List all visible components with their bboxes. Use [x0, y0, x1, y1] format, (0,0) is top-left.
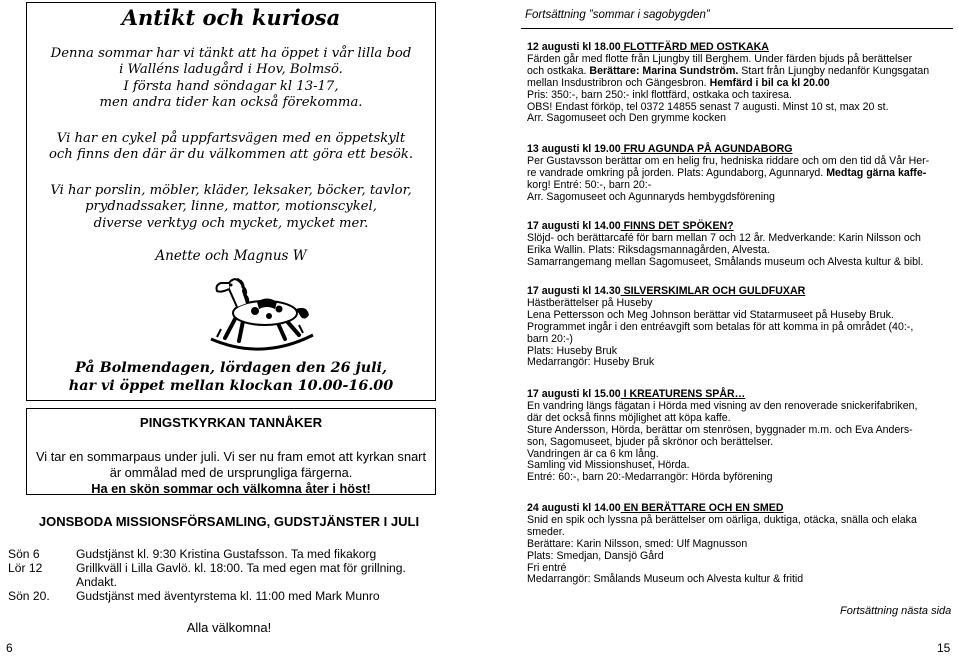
event-heading: 12 augusti kl 18.00 FLOTTFÄRD MED OSTKAKA: [527, 41, 769, 53]
schedule-text: Gudstjänst med äventyrstema kl. 11:00 med Mark Munro: [76, 589, 380, 603]
schedule-day: Sön 6: [8, 547, 40, 561]
pingstkyrkan-text-1: Vi tar en sommarpaus under juli. Vi ser nu fram emot att kyrkan snart: [36, 449, 426, 464]
pingstkyrkan-closing: Ha en skön sommar och välkomna åter i höst!: [91, 481, 371, 496]
rocking-horse-icon: [207, 273, 317, 355]
schedule-day: Lör 12: [8, 561, 43, 575]
pingstkyrkan-title: PINGSTKYRKAN TANNÅKER: [139, 415, 323, 430]
pingstkyrkan-box: [26, 408, 436, 495]
ad-title: Antikt och kuriosa: [121, 5, 341, 30]
schedule-text: Andakt.: [76, 575, 118, 589]
jonsboda-closing: Alla välkomna!: [186, 620, 272, 635]
ad-paragraph-1: Denna sommar har vi tänkt att ha öppet i vår lilla bod i Walléns ladugård i Hov, Bolmsö. I första hand söndagar kl 13-17, men andra tider kan också förekomma.: [50, 46, 412, 110]
ad-signature: Anette och Magnus W: [155, 248, 307, 264]
ad-bolmendagen-note: På Bolmendagen, lördagen den 26 juli, har vi öppet mellan klockan 10.00-16.00: [68, 360, 394, 394]
event-heading: 17 augusti kl 14.00 FINNS DET SPÖKEN?: [527, 220, 734, 232]
event-heading: 24 augusti kl 14.00 EN BERÄTTARE OCH EN SMED: [527, 502, 784, 514]
event-kreaturens-spar: 17 augusti kl 15.00 I KREATURENS SPÅR… En vandring längs fägatan i Hörda med visning av den renoverade snickerifabriken, där det också finns möjlighet att köpa kaffe. Sture Andersson, Hörda, berättar om stenrösen, byggnader m.m. och Eva Anders- son, Sagomuseet, bjuder på skrönor och berättelser. Vandringen är ca 6 km lång. Samling vid Missionshuset, Hörda. Entré: 60:-, barn 20:-Medarrangör: Hörda byförening: [527, 389, 955, 484]
event-fru-agunda: 13 augusti kl 19.00 FRU AGUNDA PÅ AGUNDABORG Per Gustavsson berättar om en helig fru, hedniska riddare och om den tid då Vår Her- re vandrade omkring på jorden. Plats: Agundaborg, Agunnaryd. Medtag gärna kaffe- korg! Entré: 50:-, barn 20:- Arr. Sagomuseet och Agunnaryds hembygdsförening: [527, 144, 955, 204]
event-flottfard: 12 augusti kl 18.00 FLOTTFÄRD MED OSTKAKA Färden går med flotte från Ljungby till Berghem. Under färden bjuds på berättelser och ostkaka. Berättare: Marina Sundström. Start från Ljungby nedanför Kungsgatan mellan Insdustribron och Gängesbron. Hemfärd i bil ca kl 20.00 Pris: 350:-, barn 250:- inkl flottfärd, ostkaka och taxiresa. OBS! Endast förköp, tel 0372 14855 senast 7 augusti. Minst 10 st, max 20 st. Arr. Sagomuseet och Den grymme kocken: [527, 42, 955, 125]
page-number-right: 15: [937, 641, 951, 655]
schedule-text: Gudstjänst kl. 9:30 Kristina Gustafsson. Ta med fikakorg: [76, 547, 377, 561]
header-rule: [521, 28, 953, 29]
event-heading: 13 augusti kl 19.00 FRU AGUNDA PÅ AGUNDABORG: [527, 143, 793, 155]
jonsboda-schedule: [8, 548, 428, 610]
page-number-left: 6: [6, 641, 13, 655]
ad-paragraph-2: Vi har en cykel på uppfartsvägen med en öppetskylt och finns den där är du välkommen att göra ett besök.: [48, 131, 414, 163]
event-finns-det-spoken: 17 augusti kl 14.00 FINNS DET SPÖKEN? Slöjd- och berättarcafé för barn mellan 7 och 12 år. Medverkande: Karin Nilsson och Erika Wallin. Plats: Riksdagsmannagården, Alvesta. Samarrangemang mellan Sagomuseet, Smålands museum och Alvesta kultur & bibl.: [527, 221, 955, 269]
event-berattare-och-smed: 24 augusti kl 14.00 EN BERÄTTARE OCH EN SMED Snid en spik och lyssna på berättelser om oärliga, duktiga, otäcka, snälla och elaka smeder. Berättare: Karin Nilsson, smed: Ulf Magnusson Plats: Smedjan, Dansjö Gård Fri entré Medarrangör: Smålands Museum och Alvesta kultur & fritid: [527, 503, 955, 586]
pingstkyrkan-text-2: är ommålad med de ursprungliga färgerna.: [109, 465, 353, 480]
event-heading: 17 augusti kl 15.00 I KREATURENS SPÅR…: [527, 388, 746, 400]
ad-paragraph-3: Vi har porslin, möbler, kläder, leksaker, böcker, tavlor, prydnadssaker, linne, mattor, motionscykel, diverse verktyg och mycket, mycket mer.: [50, 183, 412, 231]
event-heading: 17 augusti kl 14.30 SILVERSKIMLAR OCH GULDFUXAR: [527, 285, 806, 297]
schedule-day: Sön 20.: [8, 589, 50, 603]
schedule-text: Grillkväll i Lilla Gavlö. kl. 18:00. Ta med egen mat för grillning.: [76, 561, 406, 575]
continuation-header: Fortsättning ”sommar i sagobygden”: [525, 9, 710, 21]
jonsboda-title: JONSBODA MISSIONSFÖRSAMLING, GUDSTJÄNSTER I JULI: [38, 514, 420, 529]
continuation-footer: Fortsättning nästa sida: [840, 605, 952, 617]
event-silverskimlar: 17 augusti kl 14.30 SILVERSKIMLAR OCH GULDFUXAR Hästberättelser på Huseby Lena Pettersson och Meg Johnson berättar vid Statarmuseet på Huseby Bruk. Programmet ingår i den entréavgift som betalas för att komma in på området (40:-, barn 20:-) Plats: Huseby Bruk Medarrangör: Huseby Bruk: [527, 286, 955, 369]
ad-box: [26, 2, 436, 401]
